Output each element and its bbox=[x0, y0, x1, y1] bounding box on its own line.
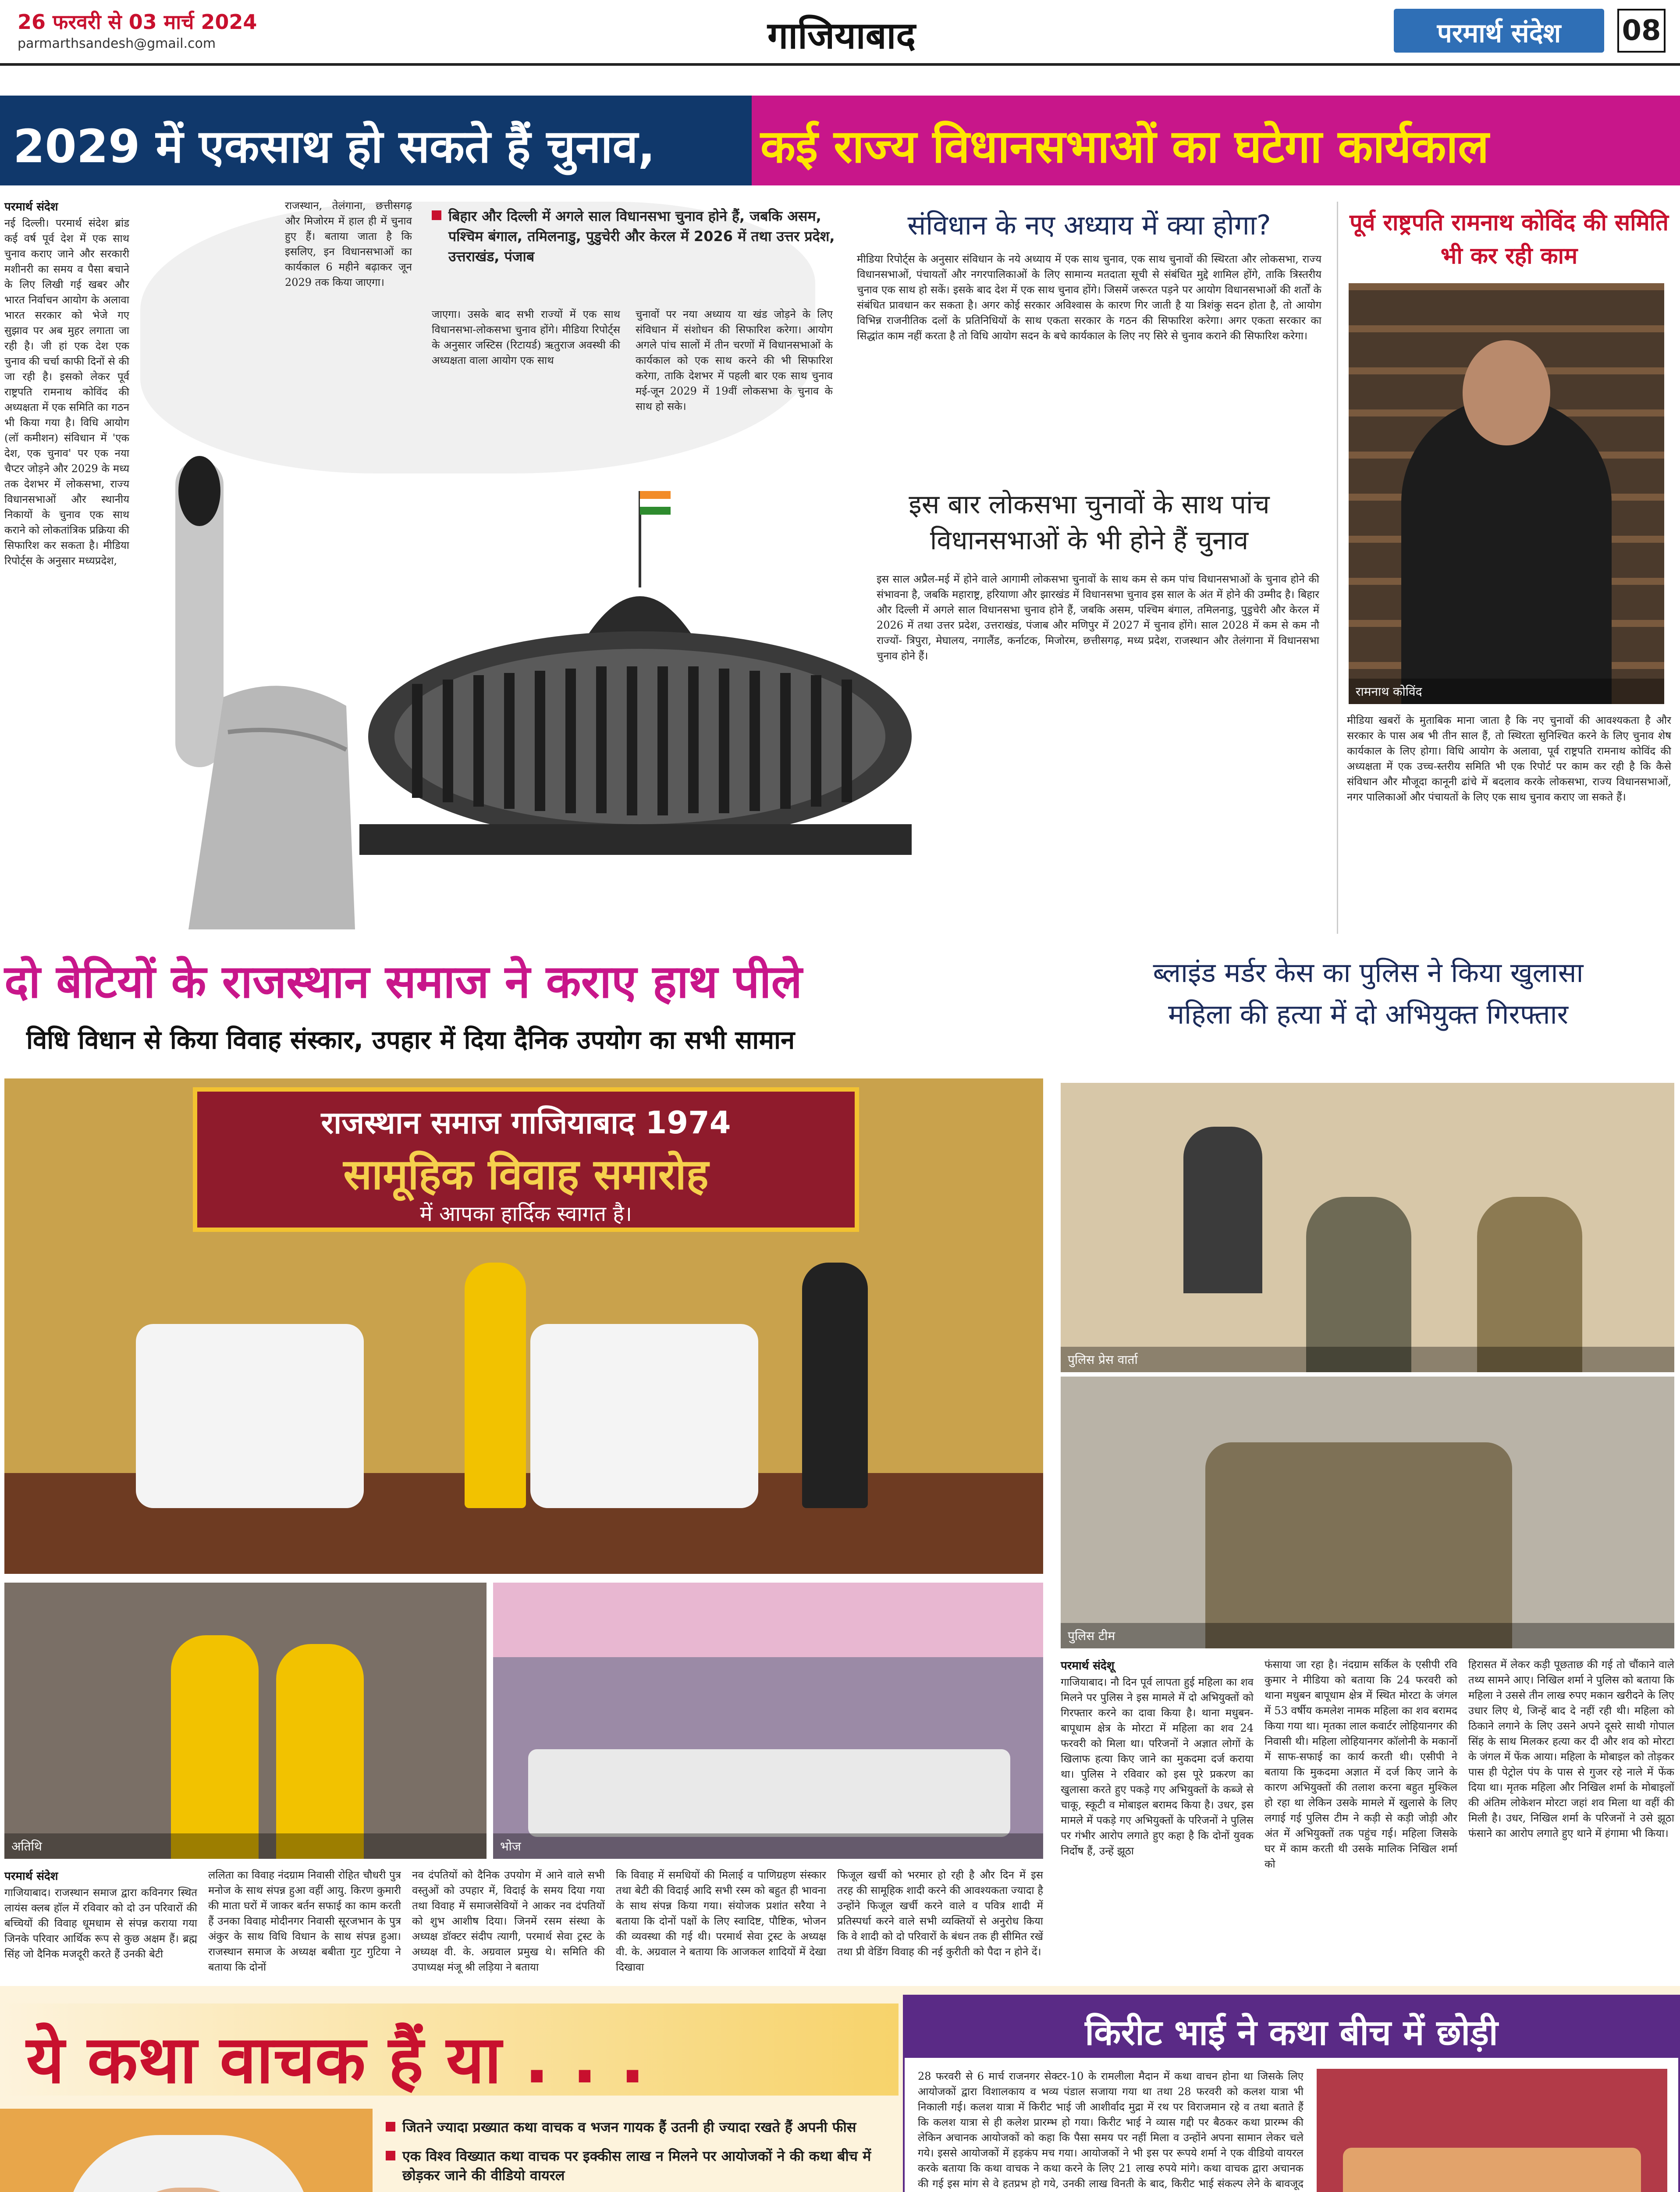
katha-bullet-text: जितने ज्यादा प्रख्यात कथा वाचक व भजन गायक हैं उतनी ही ज्यादा रखते हैं अपनी फीस bbox=[402, 2119, 856, 2135]
side-kovind-text: मीडिया खबरों के मुताबिक माना जाता है कि नए चुनावों की आवश्यकता है और सरकार के पास अब भी तीन साल हैं, तो स्थिरता सुनिश्चित करने के लिए चुनाव शेष कार्यकाल के लिए होगा। विधि आयोग के अलावा, पूर्व राष्ट्रपति रामनाथ कोविंद की अध्यक्षता में एक उच्च-स्तरीय समिति भी एक रिपोर्ट पर काम कर रही है कि कैसे संविधान और मौजूदा कानूनी ढांचे में बदलाव करके लोकसभा, राज्य विधानसभाओं, नगर पालिकाओं और पंचायतों के लिए एक साथ चुनाव कराए जा सकते हैं। bbox=[1347, 714, 1671, 803]
wedding-subhead: विधि विधान से किया विवाह संस्कार, उपहार में दिया दैनिक उपयोग का सभी सामान bbox=[26, 1025, 795, 1055]
inked-finger-graphic bbox=[162, 425, 364, 929]
guests-photo-caption: अतिथि bbox=[4, 1833, 487, 1859]
lead-col-1: नई दिल्ली। परमार्थ संदेश ब्रांड कई वर्ष पूर्व देश में एक साथ चुनाव कराए जाने और सरकारी मशीनरी का समय व पैसा बचाने के लिए लिखी गई खबर और भारत निर्वाचन आयोग के अलावा भारत सरकार को भेजे गए सुझाव पर अब मुहर लगाता जा रही है। जी हां एक देश एक चुनाव की चर्चा काफी दिनों से की जा रही है। इसको लेकर पूर्व राष्ट्रपति रामनाथ कोविंद की अध्यक्षता में एक समिति का गठन भी किया गया है। विधि आयोग (लॉ कमीशन) संविधान में 'एक देश, एक चुनाव' पर एक नया चैप्टर जोड़ने और 2029 के मध्य तक देशभर में लोकसभा, राज्य विधानसभाओं और स्थानीय निकायों के चुनाव एक साथ कराने को लोकतांत्रिक प्रक्रिया की सिफारिश कर सकता है। मीडिया रिपोर्ट्स के अनुसार मध्यप्रदेश, bbox=[4, 217, 129, 567]
kovind-photo bbox=[1349, 283, 1664, 704]
murder-headline-1: ब्लाइंड मर्डर केस का पुलिस ने किया खुलासा bbox=[1153, 957, 1584, 989]
police-press-caption: पुलिस प्रेस वार्ता bbox=[1061, 1347, 1674, 1372]
masthead bbox=[0, 0, 1680, 66]
parliament-graphic bbox=[359, 491, 912, 886]
lead-col-3: जाएगा। उसके बाद सभी राज्यों में एक साथ विधानसभा-लोकसभा चुनाव होंगे। मीडिया रिपोर्ट्स के अनुसार जस्टिस (रिटायर्ड) ऋतुराज अवस्थी की अध्यक्षता वाला आयोग एक साथ bbox=[432, 308, 620, 367]
voting-finger-icon bbox=[162, 425, 364, 929]
accused-1 bbox=[1183, 1127, 1262, 1293]
lead-col-4: चुनावों पर नया अध्याय या खंड जोड़ने के लिए संविधान में संशोधन की सिफारिश करेगा। आयोग अगले पांच सालों में तीन चरणों में विधानसभाओं के कार्यकाल को एक साथ करने की भी सिफारिश करेगा, ताकि देशभर में पहली बार एक साथ चुनाव मई-जून 2029 में 19वीं लोकसभा के चुनाव के साथ हो सके। bbox=[636, 308, 833, 413]
lead-box-constitution bbox=[857, 206, 1321, 469]
murder-headline-2: महिला की हत्या में दो अभियुक्त गिरफ्तार bbox=[1168, 998, 1569, 1030]
lead-box-elections bbox=[859, 487, 1319, 934]
guest-yellow-2 bbox=[276, 1644, 364, 1859]
side-kovind-title: पूर्व राष्ट्रपति रामनाथ कोविंद की समिति भी कर रही काम bbox=[1350, 210, 1669, 269]
kirit-bhai-box bbox=[903, 1995, 1680, 2192]
bullet-square-icon bbox=[386, 2151, 395, 2160]
police-press-photo bbox=[1061, 1083, 1674, 1372]
katha-bullets bbox=[386, 2117, 903, 2192]
contact-email: parmarthsandesh@gmail.com bbox=[18, 36, 216, 51]
lead-headline-left-bg bbox=[0, 96, 752, 185]
katha-bullet-text: एक विश्व विख्यात कथा वाचक पर इक्कीस लाख न मिलने पर आयोजकों ने की कथा बीच में छोड़कर जाने की वीडियो वायरल bbox=[402, 2148, 871, 2184]
box-elections-title: इस बार लोकसभा चुनावों के साथ पांच विधानसभाओं के भी होने हैं चुनाव bbox=[909, 489, 1270, 556]
kirit-col-1: 28 फरवरी से 6 मार्च राजनगर सेक्टर-10 के रामलीला मैदान में कथा वाचन होना था जिसके लिए आयोजकों द्वारा विशालकाय व भव्य पंडाल सजाया गया था तथा 28 फरवरी को कलश यात्रा भी निकाली गई। कलश यात्रा में किरीट भाई जी आशीर्वाद मुद्रा में रथ पर विराजमान रहे व तथा बताते हैं कि कलश यात्रा से ही कलेश प्रारम्भ हो गया। किरीट भाई ने व्यास गद्दी पर बैठकर कथा प्रारम्भ की लेकिन अचानक आयोजकों को कहा कि पैसा समय पर नहीं मिला व उन्होंने अपना सामान लेकर चले गये। इससे आयोजकों में हड़कंप मच गया। आयोजकों ने भी इस पर रूपये शर्मा ने एक वीडियो वायरल करके बताया कि कथा वाचक ने कथा करने के लिए 21 लाख रुपये मांगे। कथा वाचक द्वारा अचानक की गई इस मांग से वे हतप्रभ हो गये, उनकी लाख विनती के बाद, किरीट भाई संकल्प लेने के बावजूद bbox=[918, 2070, 1304, 2190]
wedding-col-4: कि विवाह में समधियों की मिलाई व पाणिग्रहण संस्कार तथा बेटी की विदाई आदि सभी रस्म को बहुत ही भावना के साथ संपन्न किया गया। संयोजक प्रशांत सरैया ने बताया कि दोनों पक्षों के लिए स्वादिष्ट, पौष्टिक, भोजन की व्यवस्था की गई थी। परमार्थ सेवा ट्रस्ट के अध्यक्ष वी. के. अग्रवाल ने बताया कि आजकल शादियों में देखा दिखावा bbox=[616, 1869, 826, 1973]
paper-logo bbox=[1394, 9, 1604, 53]
banner-event: सामूहिक विवाह समारोह bbox=[343, 1150, 709, 1199]
couple-seat-left bbox=[136, 1324, 364, 1508]
katha-portrait bbox=[0, 2109, 373, 2192]
paper-name: परमार्थ संदेश bbox=[1437, 18, 1561, 49]
wedding-headline: दो बेटियों के राजस्थान समाज ने कराए हाथ पीले bbox=[4, 955, 803, 1008]
wedding-col-5: फिजूल खर्ची को भरमार हो रही है और दिन में इस तरह की सामूहिक शादी करने की आवश्यकता ज्यादा है उन्होंने फिजूल खर्ची करने वाले व पवित्र शादी में प्रतिस्पर्धा करने वाले सभी व्यक्तियों से अनुरोध किया कि वे शादी को दो परिवारों के बंधन तक ही सीमित रखें तथा प्री वेडिंग विवाह की नई कुरीती को पैदा न होने दें। bbox=[837, 1869, 1043, 1958]
dining-tables bbox=[528, 1749, 1010, 1837]
wedding-byline: परमार्थ संदेश bbox=[4, 1870, 58, 1883]
wedding-feast-photo bbox=[493, 1583, 1043, 1859]
police-officer-2 bbox=[1477, 1197, 1582, 1372]
katha-bullet-2 bbox=[386, 2146, 903, 2185]
banner-org: राजस्थान समाज गाजियाबाद 1974 bbox=[321, 1105, 731, 1141]
wedding-stage-photo bbox=[4, 1078, 1043, 1574]
kirit-title: किरीट भाई ने कथा बीच में छोड़ी bbox=[1085, 2012, 1498, 2053]
wedding-col-1: गाजियाबाद। राजस्थान समाज द्वारा कविनगर स्थित लायंस क्लब हॉल में रविवार को दो उन परिवारों की बच्चियों की विवाह धूमधाम से संपन्न कराया गया जिनके परिवार आर्थिक रूप से कुछ अक्षम हैं। ब्रह्म सिंह जो दैनिक मजदूरी करते हैं उनकी बेटी bbox=[4, 1886, 197, 1960]
wedding-guests-photo bbox=[4, 1583, 487, 1859]
murder-col-3: हिरासत में लेकर कड़ी पूछताछ की गई तो चौंकाने वाले तथ्य सामने आए। निखिल शर्मा ने पुलिस को बताया कि महिला ने उससे तीन लाख रुपए मकान खरीदने के लिए उधार लिए थे, जिन्हें बाद दे नहीं रही थी। महिला को ठिकाने लगाने के लिए उसने अपने दूसरे साथी गोपाल सिंह के साथ मिलकर हत्या कर दी और शव को मोरटा के जंगल में फेंक आया। महिला के मोबाइल को तोड़कर पास ही पेट्रोल पंप के पास से गुजर रहे नाले में फेंक दिया था। मृतक महिला और निखिल शर्मा के मोबाइलों की अंतिम लोकेशन मोरटा जहां शव मिला था वहीं की मिली है। उधर, निखिल शर्मा के परिजनों ने उसे झूठा फंसाने का आरोप लगाते हुए थाने में हंगामा भी किया। bbox=[1468, 1658, 1674, 1840]
lead-headline-bar bbox=[0, 96, 1680, 185]
police-officer-1 bbox=[1306, 1197, 1411, 1372]
wedding-section bbox=[0, 943, 1050, 1986]
lead-highlight-text: बिहार और दिल्ली में अगले साल विधानसभा चुनाव होने हैं, जबकि असम, पश्चिम बंगाल, तमिलनाडु, पुडुचेरी और केरल में 2026 में तथा उत्तर प्रदेश, उत्तराखंड, पंजाब bbox=[448, 208, 835, 265]
feast-photo-caption: भोज bbox=[493, 1833, 1043, 1859]
parliament-building-icon bbox=[359, 491, 912, 886]
lead-byline: परमार्थ संदेश bbox=[4, 200, 58, 214]
murder-section bbox=[1056, 943, 1680, 1986]
wedding-col-2: ललिता का विवाह नंदग्राम निवासी रोहित चौधरी पुत्र मनोज के साथ संपन्न हुआ वहीं आयु. किरण कुमारी की माता घरों में जाकर बर्तन सफाई का काम करती हैं उनका विवाह मोदीनगर निवासी सूरजभान के पुत्र अंकुर के साथ विधि विधान के साथ संपन्न हुआ। राजस्थान समाज के अध्यक्ष बबीता गुट गुटिया ने बताया कि दोनों bbox=[208, 1869, 401, 1973]
lead-section bbox=[0, 189, 1680, 934]
side-kovind bbox=[1337, 202, 1680, 934]
kovind-photo-caption: रामनाथ कोविंद bbox=[1349, 679, 1664, 704]
lead-highlight bbox=[432, 206, 852, 289]
lead-headline-right: कई राज्य विधानसभाओं का घटेगा कार्यकाल bbox=[760, 120, 1489, 173]
katha-bullet-1 bbox=[386, 2117, 903, 2137]
murder-col-2: फंसाया जा रहा है। नंदग्राम सर्किल के एसीपी रवि कुमार ने मीडिया को बताया कि 24 फरवरी को थाना मधुबन बापूधाम क्षेत्र में स्थित मोरटा के जंगल में 53 वर्षीय कमलेश नामक महिला का शव बरामद किया गया था। मृतका लाल कवार्टर लोहियानगर की निवासी थी। महिला लोहियानगर कॉलोनी के मकानों में साफ-सफाई का कार्य करती थी। एसीपी ने बताया कि मुकदमा अज्ञात में दर्ज किए जाने के कारण अभियुक्तों की तलाश करना बहुत मुश्किल हो रहा था लेकिन उसके मामले में खुलासे के लिए लगाई गई पुलिस टीम ने कड़ी से कड़ी जोड़ी और अंत में अभियुक्तों तक पहुंच गई। महिला जिसके घर में काम करती थी उसके मालिक निखिल शर्मा को bbox=[1264, 1658, 1457, 1870]
tent-roof bbox=[493, 1583, 1043, 1657]
lead-col-2: राजस्थान, तेलंगाना, छत्तीसगढ़ और मिजोरम में हाल ही में चुनाव हुए हैं। बताया जाता है कि इसलिए, इन विधानसभाओं का कार्यकाल 6 महीने बढ़ाकर जून 2029 तक किया जाएगा। bbox=[285, 199, 412, 288]
wedding-banner bbox=[193, 1087, 859, 1232]
wedding-col-3: नव दंपतियों को दैनिक उपयोग में आने वाले सभी वस्तुओं को उपहार में, विदाई के समय दिया गया तथा विवाह में समाजसेवियों ने आकर नव दंपतियों को शुभ आशीष दिया। जिनमें रसम संस्था के अध्यक्ष डॉक्टर संदीप त्यागी, परमार्थ सेवा ट्रस्ट के अध्यक्ष वी. के. अग्रवाल प्रमुख थे। समिति की उपाध्यक्ष मंजू श्री लड़िया ने बताया bbox=[412, 1869, 605, 1973]
box-elections-text: इस साल अप्रैल-मई में होने वाले आगामी लोकसभा चुनावों के साथ कम से कम पांच विधानसभाओं के चुनाव होने की संभावना है, जबकि महाराष्ट्र, हरियाणा और झारखंड में विधानसभा चुनाव इस साल के अंत में होने की उम्मीद है। बिहार और दिल्ली में अगले साल विधानसभा चुनाव होने हैं, जबकि असम, पश्चिम बंगाल, तमिलनाडु, पुडुचेरी और केरल में 2026 में तथा उत्तर प्रदेश, उत्तराखंड, पंजाब और मणिपुर में 2027 में चुनाव होंगे। साल 2028 में कम से कम नौ राज्यों- त्रिपुरा, मेघालय, नगालैंड, कर्नाटक, मिजोरम, छत्तीसगढ़, मध्य प्रदेश, राजस्थान और तेलंगाना में विधानसभा चुनाव होने हैं। bbox=[877, 573, 1319, 662]
guest-yellow-1 bbox=[171, 1635, 259, 1859]
issue-date: 26 फरवरी से 03 मार्च 2024 bbox=[18, 10, 257, 34]
police-team-photo bbox=[1061, 1377, 1674, 1648]
banner-welcome: में आपका हार्दिक स्वागत है। bbox=[420, 1202, 632, 1226]
kovind-face bbox=[1463, 340, 1550, 445]
guest-figure bbox=[802, 1263, 868, 1508]
box-constitution-title: संविधान के नए अध्याय में क्या होगा? bbox=[907, 209, 1271, 241]
lead-headline-right-bg bbox=[752, 96, 1680, 185]
city-name: गाजियाबाद bbox=[767, 14, 916, 57]
kirit-title-bg bbox=[905, 1996, 1678, 2058]
lead-headline-left: 2029 में एकसाथ हो सकते हैं चुनाव, bbox=[13, 120, 655, 173]
katha-section bbox=[0, 1986, 1680, 2192]
murder-byline: परमार्थ संदेशू bbox=[1061, 1659, 1115, 1672]
katha-headline: ये कथा वाचक हैं या . . . bbox=[26, 2022, 645, 2098]
police-team-caption: पुलिस टीम bbox=[1061, 1623, 1674, 1648]
portrait-hair bbox=[66, 2135, 311, 2192]
bullet-square-icon bbox=[386, 2122, 395, 2132]
police-group bbox=[1205, 1442, 1512, 1648]
pandal-stage bbox=[1343, 2148, 1641, 2192]
page-number: 08 bbox=[1617, 9, 1666, 53]
host-figure bbox=[465, 1263, 526, 1508]
couple-seat-right bbox=[530, 1324, 758, 1508]
bullet-square-icon bbox=[432, 210, 441, 220]
box-constitution-text: मीडिया रिपोर्ट्स के अनुसार संविधान के नये अध्याय में एक साथ चुनाव, एक साथ चुनावों की स्थिरता और लोकसभा, राज्य विधानसभाओं, पंचायतों और नगरपालिकाओं के लिए सामान्य मतदाता सूची से संबंधित मुद्दे शामिल होंगे, ताकि त्रिस्तरीय चुनाव एक साथ हो सकें। इसके बाद देश में एक साथ चुनाव होंगे। जिसमें जरूरत पड़ने पर आयोग विधानसभाओं की शर्तों के संबंधित प्रावधान कर सकता है। अगर कोई सरकार अविश्वास के कारण गिर जाती है या त्रिशंकु सदन होता है, तो आयोग विभिन्न राजनीतिक दलों के प्रतिनिधियों के साथ एकता सरकार के गठन की सिफारिश करेगा। अगर एकता सरकार का सिद्धांत काम नहीं करता है तो विधि आयोग सदन के बचे कार्यकाल के लिए नए सिरे से चुनाव कराने की सिफारिश करेगा। bbox=[857, 253, 1321, 342]
murder-col-1: गाजियाबाद। नौ दिन पूर्व लापता हुई महिला का शव मिलने पर पुलिस ने इस मामले में दो अभियुक्तों को गिरफ्तार करने का दावा किया है। थाना मधुबन-बापूधाम क्षेत्र के मोरटा में महिला का शव 24 फरवरी को मिला था। परिजनों ने अज्ञात लोगों के खिलाफ हत्या किए जाने का मुकदमा दर्ज कराया था। पुलिस ने रविवार को इस पूरे प्रकरण का खुलासा करते हुए पकड़े गए अभियुक्तों के कब्जे से चाकू, स्कूटी व मोबाइल बरामद किया है। उधर, इस मामले में पकड़े गए अभियुक्तों के परिजनों ने पुलिस पर गंभीर आरोप लगाते हुए कहा है कि दोनों युवक निर्दोष हैं, उन्हें झूठा bbox=[1061, 1676, 1254, 1857]
kirit-pandal-photo bbox=[1317, 2069, 1667, 2192]
